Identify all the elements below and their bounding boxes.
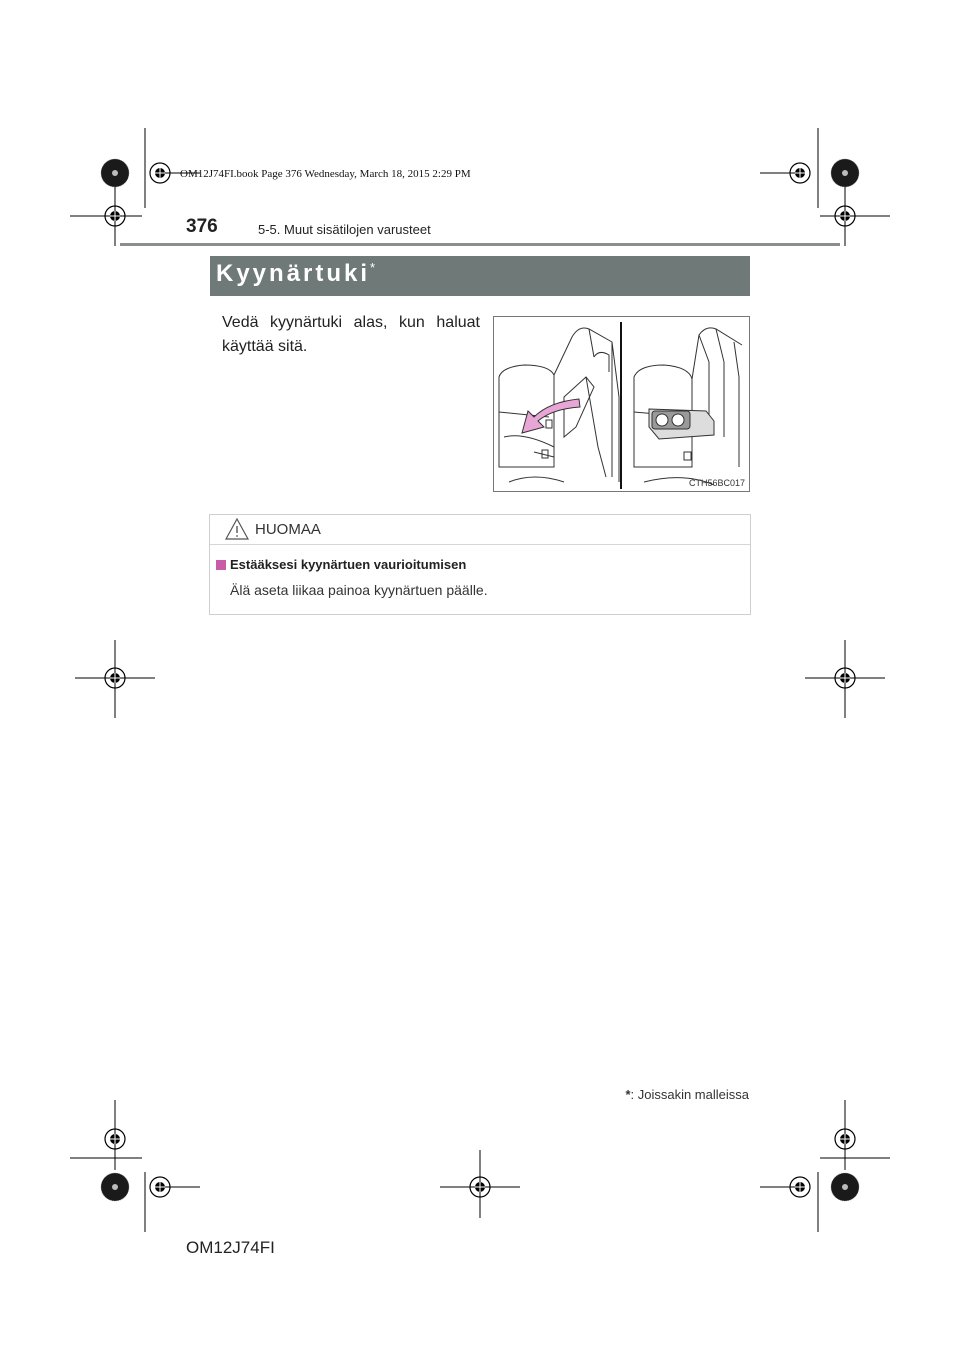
notice-header [210, 515, 750, 545]
footer-code: OM12J74FI [186, 1238, 275, 1257]
figure-code: CTH56BC017 [688, 478, 745, 488]
header-rule [120, 243, 840, 246]
armrest-drawing [494, 317, 749, 491]
warning-icon [224, 517, 250, 541]
notice-box [209, 514, 751, 615]
book-info: OM12J74FI.book Page 376 Wednesday, March 18, 2015 2:29 PM [180, 168, 471, 180]
footnote-text: : Joissakin malleissa [630, 1087, 749, 1102]
page-heading [216, 260, 375, 288]
armrest-icon [649, 409, 714, 439]
page-number: 376 [186, 216, 218, 237]
notice-body: Älä aseta liikaa painoa kyynärtuen päälle. [230, 582, 488, 598]
armrest-illustration [493, 316, 750, 492]
footnote-asterisk: * [625, 1087, 631, 1102]
bullet-square-icon [216, 560, 226, 570]
heading-title: Kyynärtuki [216, 260, 371, 287]
section-title: 5-5. Muut sisätilojen varusteet [258, 222, 431, 237]
footnote [625, 1087, 749, 1102]
body-text: Vedä kyynärtuki alas, kun haluat käyttää sitä. [222, 314, 480, 355]
notice-subheading: Estääksesi kyynärtuen vaurioitumisen [230, 557, 467, 572]
heading-asterisk: * [370, 260, 376, 275]
notice-label: HUOMAA [255, 521, 321, 538]
